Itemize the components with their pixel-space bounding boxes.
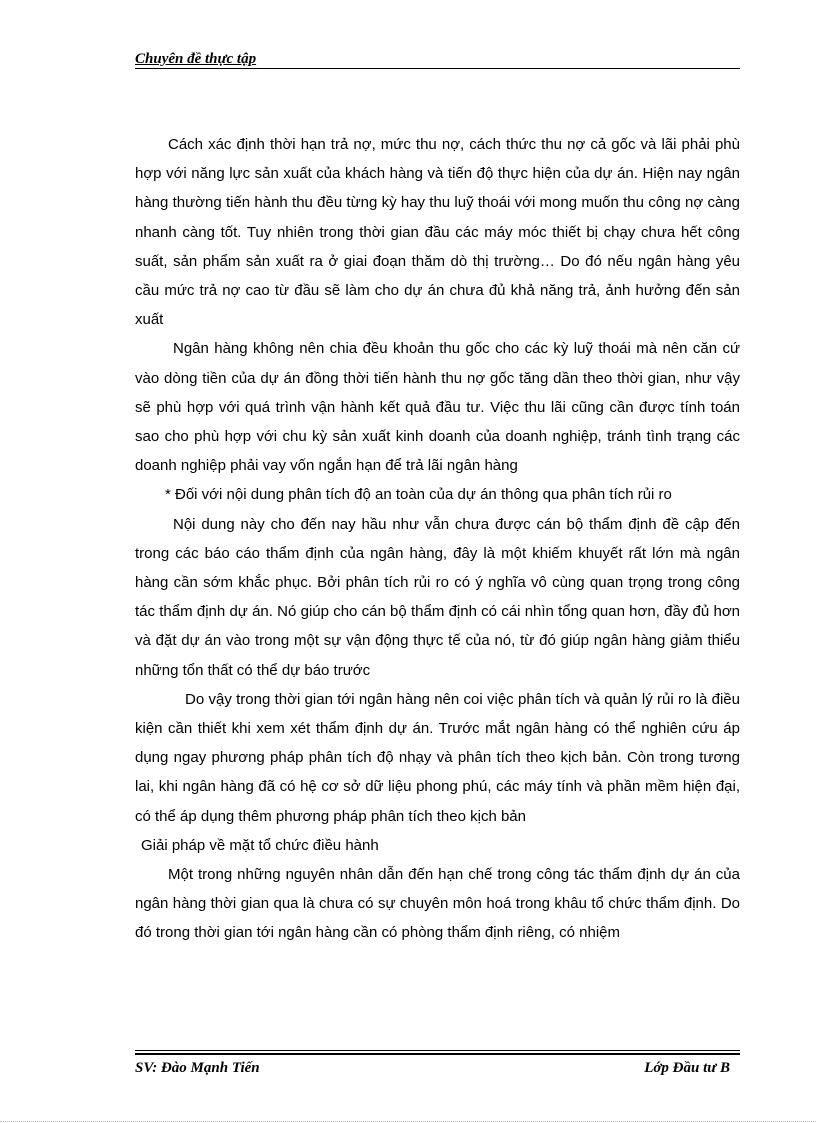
- page-bottom-edge: [0, 1121, 816, 1122]
- footer-rule-thick: [135, 1053, 740, 1055]
- paragraph-risk-analysis-heading: * Đối với nội dung phân tích độ an toàn của dự án thông qua phân tích rủi ro: [165, 486, 672, 504]
- paragraph-organization-content: Một trong những nguyên nhân dẫn đến hạn chế trong công tác thẩm định dự án của ngân hàng thời gian qua là chưa có sự chuyên môn hoá trong khâu tổ chức thẩm định. Do đó trong thời gian tới ngân hàng cần có phòng thẩm định riêng, có nhiệm: [135, 866, 740, 942]
- footer-student-name: SV: Đào Mạnh Tiến: [135, 1060, 260, 1076]
- header-rule: [135, 68, 740, 69]
- document-body: [135, 130, 740, 948]
- paragraph-repayment-terms: Cách xác định thời hạn trả nợ, mức thu nợ, cách thức thu nợ cả gốc và lãi phải phù hợp với năng lực sản xuất của khách hàng và tiến độ thực hiện của dự án. Hiện nay ngân hàng thường tiến hành thu đều từng kỳ hay thu luỹ thoái với mong muốn thu công nợ càng nhanh càng tốt. Tuy nhiên trong thời gian đầu các máy móc thiết bị chạy chưa hết công suất, sản phẩm sản xuất ra ở giai đoạn thăm dò thị trường… Do đó nếu ngân hàng yêu cầu mức trả nợ cao từ đầu sẽ làm cho dự án chưa đủ khả năng trả, ảnh hưởng đến sản xuất: [135, 136, 740, 329]
- footer-rule-thin: [135, 1050, 740, 1051]
- header-title: Chuyên đề thực tập: [135, 51, 257, 67]
- page-header: [135, 50, 740, 72]
- paragraph-risk-content: Nội dung này cho đến nay hầu như vẫn chưa được cán bộ thẩm định đề cập đến trong các báo cáo thẩm định của ngân hàng, đây là một khiếm khuyết rất lớn mà ngân hàng cần sớm khắc phục. Bởi phân tích rủi ro có ý nghĩa vô cùng quan trọng trong công tác thẩm định dự án. Nó giúp cho cán bộ thẩm định có cái nhìn tổng quan hơn, đầy đủ hơn và đặt dự án vào trong một sự vận động thực tế của nó, từ đó giúp ngân hàng giảm thiểu những tổn thất có thể dự báo trước: [135, 515, 740, 679]
- page-footer: [135, 1050, 740, 1080]
- paragraph-organization-heading: Giải pháp về mặt tổ chức điều hành: [141, 836, 379, 854]
- paragraph-principal-collection: Ngân hàng không nên chia đều khoản thu gốc cho các kỳ luỹ thoái mà nên căn cứ vào dòng tiền của dự án đồng thời tiến hành thu nợ gốc tăng dần theo thời gian, như vậy sẽ phù hợp với quá trình vận hành kết quả đầu tư. Việc thu lãi cũng cần được tính toán sao cho phù hợp với chu kỳ sản xuất kinh doanh của doanh nghiệp, tránh tình trạng các doanh nghiệp phải vay vốn ngắn hạn để trả lãi ngân hàng: [135, 340, 740, 475]
- footer-class-name: Lớp Đầu tư B: [644, 1060, 730, 1076]
- paragraph-risk-management: Do vậy trong thời gian tới ngân hàng nên coi việc phân tích và quản lý rủi ro là điều kiện cần thiết khi xem xét thẩm định dự án. Trước mắt ngân hàng có thể nghiên cứu áp dụng ngay phương pháp phân tích độ nhạy và phân tích theo kịch bản. Còn trong tương lai, khi ngân hàng đã có hệ cơ sở dữ liệu phong phú, các máy tính và phần mềm hiện đại, có thể áp dụng thêm phương pháp phân tích theo kịch bản: [135, 690, 740, 825]
